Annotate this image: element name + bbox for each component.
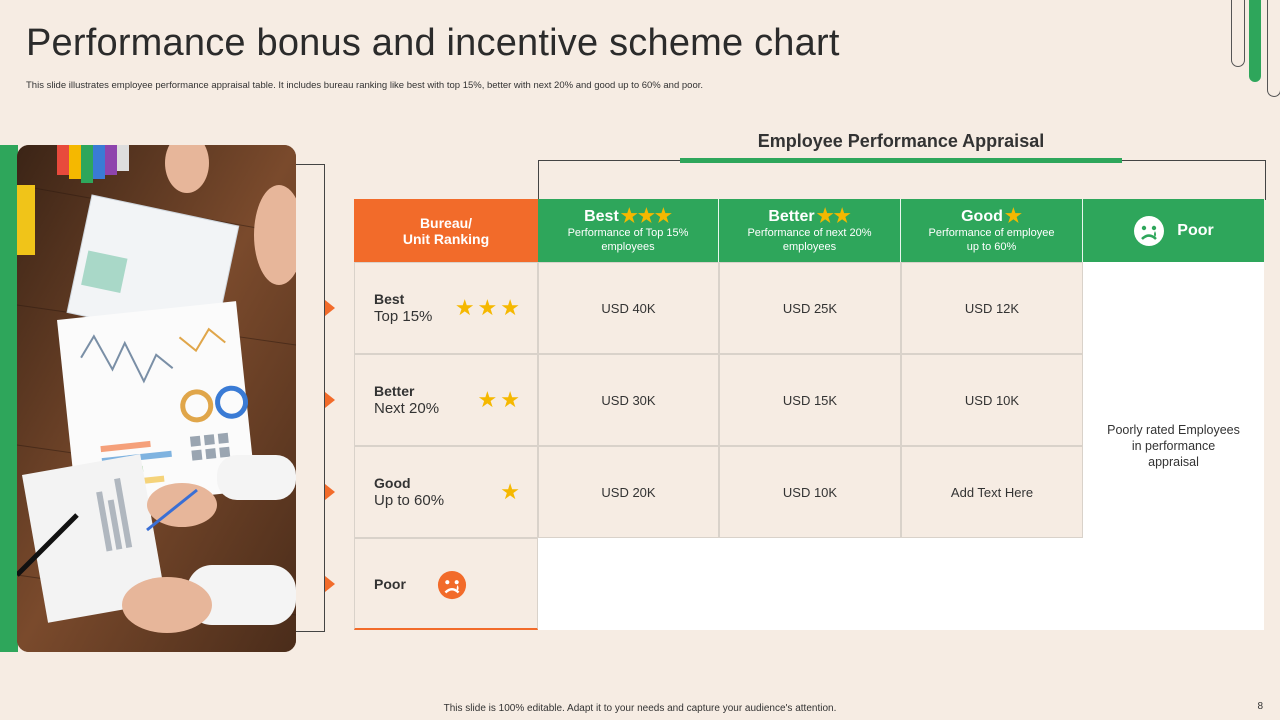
header-bracket-line (538, 160, 1266, 200)
arrow-right-icon (325, 484, 335, 500)
section-title: Employee Performance Appraisal (757, 131, 1045, 151)
column-description: Performance of Top 15% employees (567, 226, 689, 253)
row-bracket-line (296, 164, 325, 632)
column-name: Good (961, 207, 1003, 225)
empty-area (538, 538, 1083, 630)
star-icon: ★ (1004, 205, 1022, 227)
row-subtitle: Top 15% (374, 308, 433, 325)
column-header-best (538, 199, 719, 262)
table-cell: USD 20K (538, 446, 719, 538)
table-cell: USD 30K (538, 354, 719, 446)
table-cell: USD 40K (538, 262, 719, 354)
table-cell: USD 15K (719, 354, 901, 446)
table-cell: USD 10K (719, 446, 901, 538)
row-label-better (354, 354, 538, 446)
poor-note: Poorly rated Employees in performance appraisal (1083, 262, 1264, 630)
star-icon: ★ (500, 479, 523, 504)
row-name: Best (374, 291, 405, 307)
arrow-right-icon (325, 576, 335, 592)
row-name: Poor (374, 575, 406, 592)
row-label-best (354, 262, 538, 354)
header-bureau-ranking (354, 199, 538, 262)
row-label-poor (354, 538, 538, 630)
column-name: Better (768, 207, 815, 225)
star-icon: ★★★ (454, 295, 523, 320)
footer-note: This slide is 100% editable. Adapt it to your needs and capture your audience's attention. (443, 703, 837, 714)
table-cell: Add Text Here (901, 446, 1083, 538)
row-label-good (354, 446, 538, 538)
sad-face-icon (437, 570, 467, 600)
header-label-line: Bureau/ (419, 214, 473, 231)
sad-face-icon (1133, 215, 1165, 247)
table-cell: USD 25K (719, 262, 901, 354)
decorative-pill-green (1249, 0, 1261, 82)
row-subtitle: Next 20% (374, 400, 440, 417)
desk-photo-image (17, 145, 296, 652)
decorative-pill-outline (1231, 0, 1245, 67)
column-description: Performance of next 20% employees (747, 226, 872, 253)
star-icon: ★★★ (620, 205, 672, 227)
star-icon: ★★ (477, 387, 523, 412)
row-name: Good (374, 475, 411, 491)
page-subtitle: This slide illustrates employee performance appraisal table. It includes bureau ranking like best with top 15%, better with next 20% and good up to 60% and poor. (26, 80, 704, 91)
table-cell: USD 10K (901, 354, 1083, 446)
arrow-right-icon (325, 392, 335, 408)
star-icon: ★★ (816, 205, 851, 227)
column-description: Performance of employee up to 60% (928, 226, 1055, 253)
column-header-good (901, 199, 1083, 262)
column-header-poor (1083, 199, 1264, 262)
column-name: Poor (1177, 221, 1214, 239)
section-underline (680, 158, 1122, 163)
column-header-better (719, 199, 901, 262)
header-label-line: Unit Ranking (402, 230, 490, 247)
accent-bar (0, 145, 18, 652)
table-cell: USD 12K (901, 262, 1083, 354)
column-name: Best (584, 207, 619, 225)
row-subtitle: Up to 60% (374, 492, 445, 509)
page-title: Performance bonus and incentive scheme chart (26, 22, 840, 64)
arrow-right-icon (325, 300, 335, 316)
decorative-pill-outline (1267, 0, 1280, 97)
row-name: Better (374, 383, 415, 399)
page-number: 8 (1257, 701, 1263, 712)
